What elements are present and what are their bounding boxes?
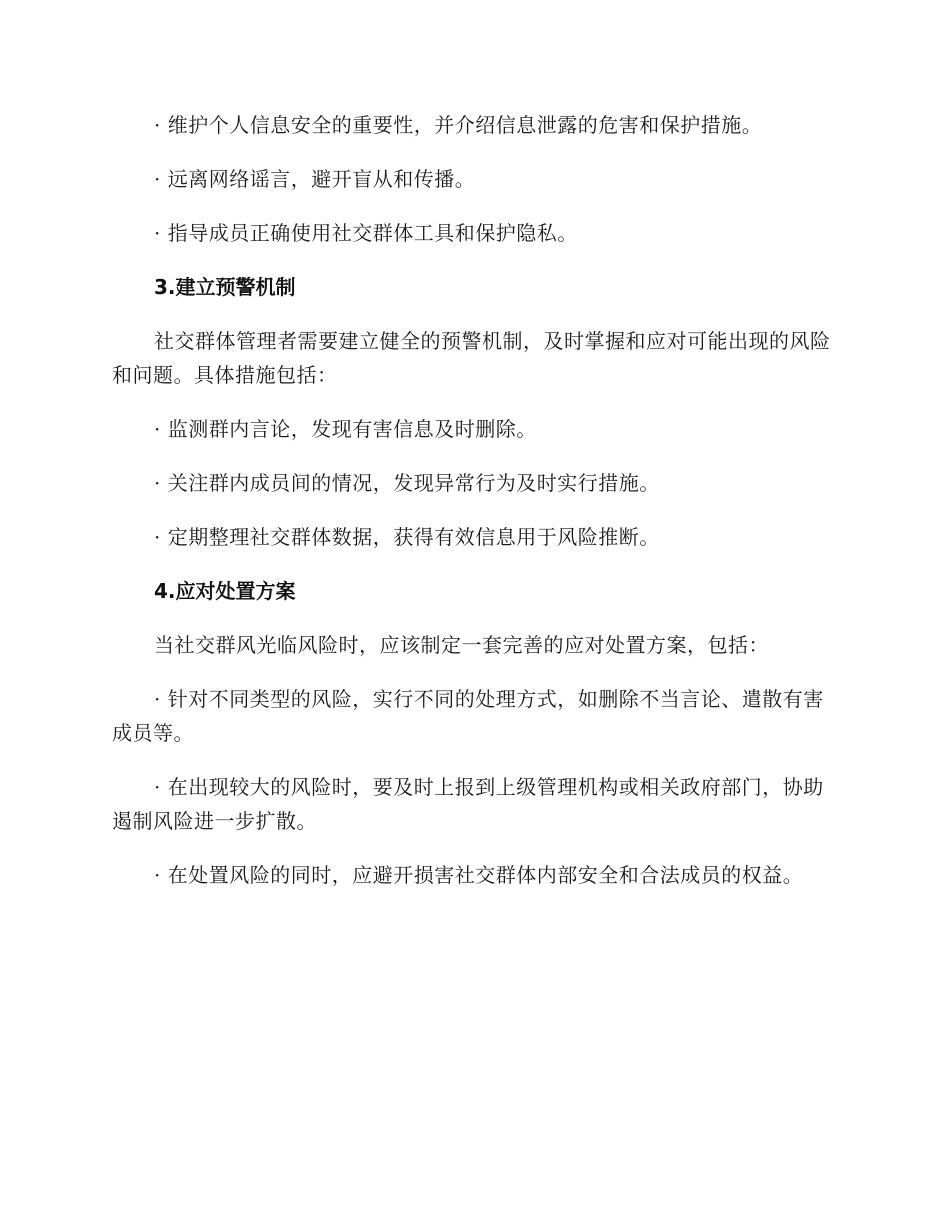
bullet-item: · 监测群内言论，发现有害信息及时删除。 bbox=[154, 417, 537, 441]
section-heading-4: 4.应对处置方案 bbox=[154, 579, 296, 603]
bullet-item: · 维护个人信息安全的重要性，并介绍信息泄露的危害和保护措施。 bbox=[154, 113, 763, 137]
paragraph: 当社交群风光临风险时，应该制定一套完善的应对处置方案，包括： bbox=[154, 633, 769, 657]
bullet-item: · 指导成员正确使用社交群体工具和保护隐私。 bbox=[154, 221, 578, 245]
bullet-item: · 针对不同类型的风险，实行不同的处理方式，如删除不当言论、遣散有害成员等。 bbox=[112, 687, 824, 745]
bullet-item: · 在出现较大的风险时，要及时上报到上级管理机构或相关政府部门，协助遏制风险进一步扩散。 bbox=[112, 775, 824, 833]
bullet-item: · 定期整理社交群体数据，获得有效信息用于风险推断。 bbox=[154, 525, 660, 549]
section-heading-3: 3.建立预警机制 bbox=[154, 275, 296, 299]
bullet-item: · 在处置风险的同时，应避开损害社交群体内部安全和合法成员的权益。 bbox=[154, 863, 804, 887]
bullet-item: · 关注群内成员间的情况，发现异常行为及时实行措施。 bbox=[154, 471, 660, 495]
paragraph: 社交群体管理者需要建立健全的预警机制，及时掌握和应对可能出现的风险和问题。具体措施包括： bbox=[112, 329, 831, 387]
document-body bbox=[112, 108, 832, 912]
bullet-item: · 远离网络谣言，避开盲从和传播。 bbox=[154, 167, 476, 191]
